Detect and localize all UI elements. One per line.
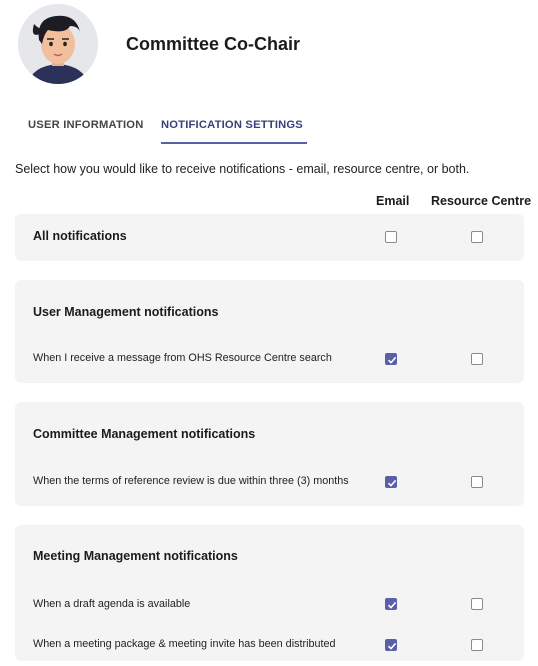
notification-row-label: When I receive a message from OHS Resource Centre search — [33, 352, 332, 364]
notification-row-label: When a meeting package & meeting invite has been distributed — [33, 638, 336, 650]
meeting-draft-agenda-email-checkbox[interactable] — [385, 598, 397, 610]
tab-bar — [14, 110, 524, 144]
meeting-draft-agenda-resource-centre-checkbox[interactable] — [471, 598, 483, 610]
column-header-resource-centre: Resource Centre — [431, 194, 532, 208]
section-all-notifications — [15, 214, 524, 261]
committee-terms-resource-centre-checkbox[interactable] — [471, 476, 483, 488]
user-mgmt-message-email-checkbox[interactable] — [385, 353, 397, 365]
checkmark-icon — [387, 600, 397, 610]
profile-header — [18, 4, 98, 84]
section-user-management — [15, 280, 524, 383]
notification-row-label: When the terms of reference review is due within three (3) months — [33, 475, 349, 487]
notification-row-label: When a draft agenda is available — [33, 598, 191, 610]
column-header-email: Email — [376, 194, 410, 208]
section-title: Meeting Management notifications — [33, 549, 238, 563]
checkmark-icon — [387, 355, 397, 365]
profile-role-title: Committee Co-Chair — [126, 34, 301, 54]
checkmark-icon — [387, 641, 397, 651]
section-title: User Management notifications — [33, 305, 219, 319]
section-title: Committee Management notifications — [33, 427, 256, 441]
avatar — [18, 4, 98, 84]
section-committee-management — [15, 402, 524, 506]
tab-notification-settings[interactable]: NOTIFICATION SETTINGS — [161, 119, 303, 131]
section-meeting-management — [15, 525, 524, 661]
all-notifications-resource-centre-checkbox[interactable] — [471, 231, 483, 243]
user-mgmt-message-resource-centre-checkbox[interactable] — [471, 353, 483, 365]
intro-text: Select how you would like to receive notifications - email, resource centre, or both. — [15, 162, 470, 176]
meeting-package-resource-centre-checkbox[interactable] — [471, 639, 483, 651]
meeting-package-email-checkbox[interactable] — [385, 639, 397, 651]
active-tab-indicator — [161, 142, 307, 144]
avatar-illustration-icon — [18, 4, 98, 84]
tab-user-information[interactable]: USER INFORMATION — [28, 119, 144, 131]
section-title: All notifications — [33, 229, 127, 243]
checkmark-icon — [387, 478, 397, 488]
all-notifications-email-checkbox[interactable] — [385, 231, 397, 243]
committee-terms-email-checkbox[interactable] — [385, 476, 397, 488]
